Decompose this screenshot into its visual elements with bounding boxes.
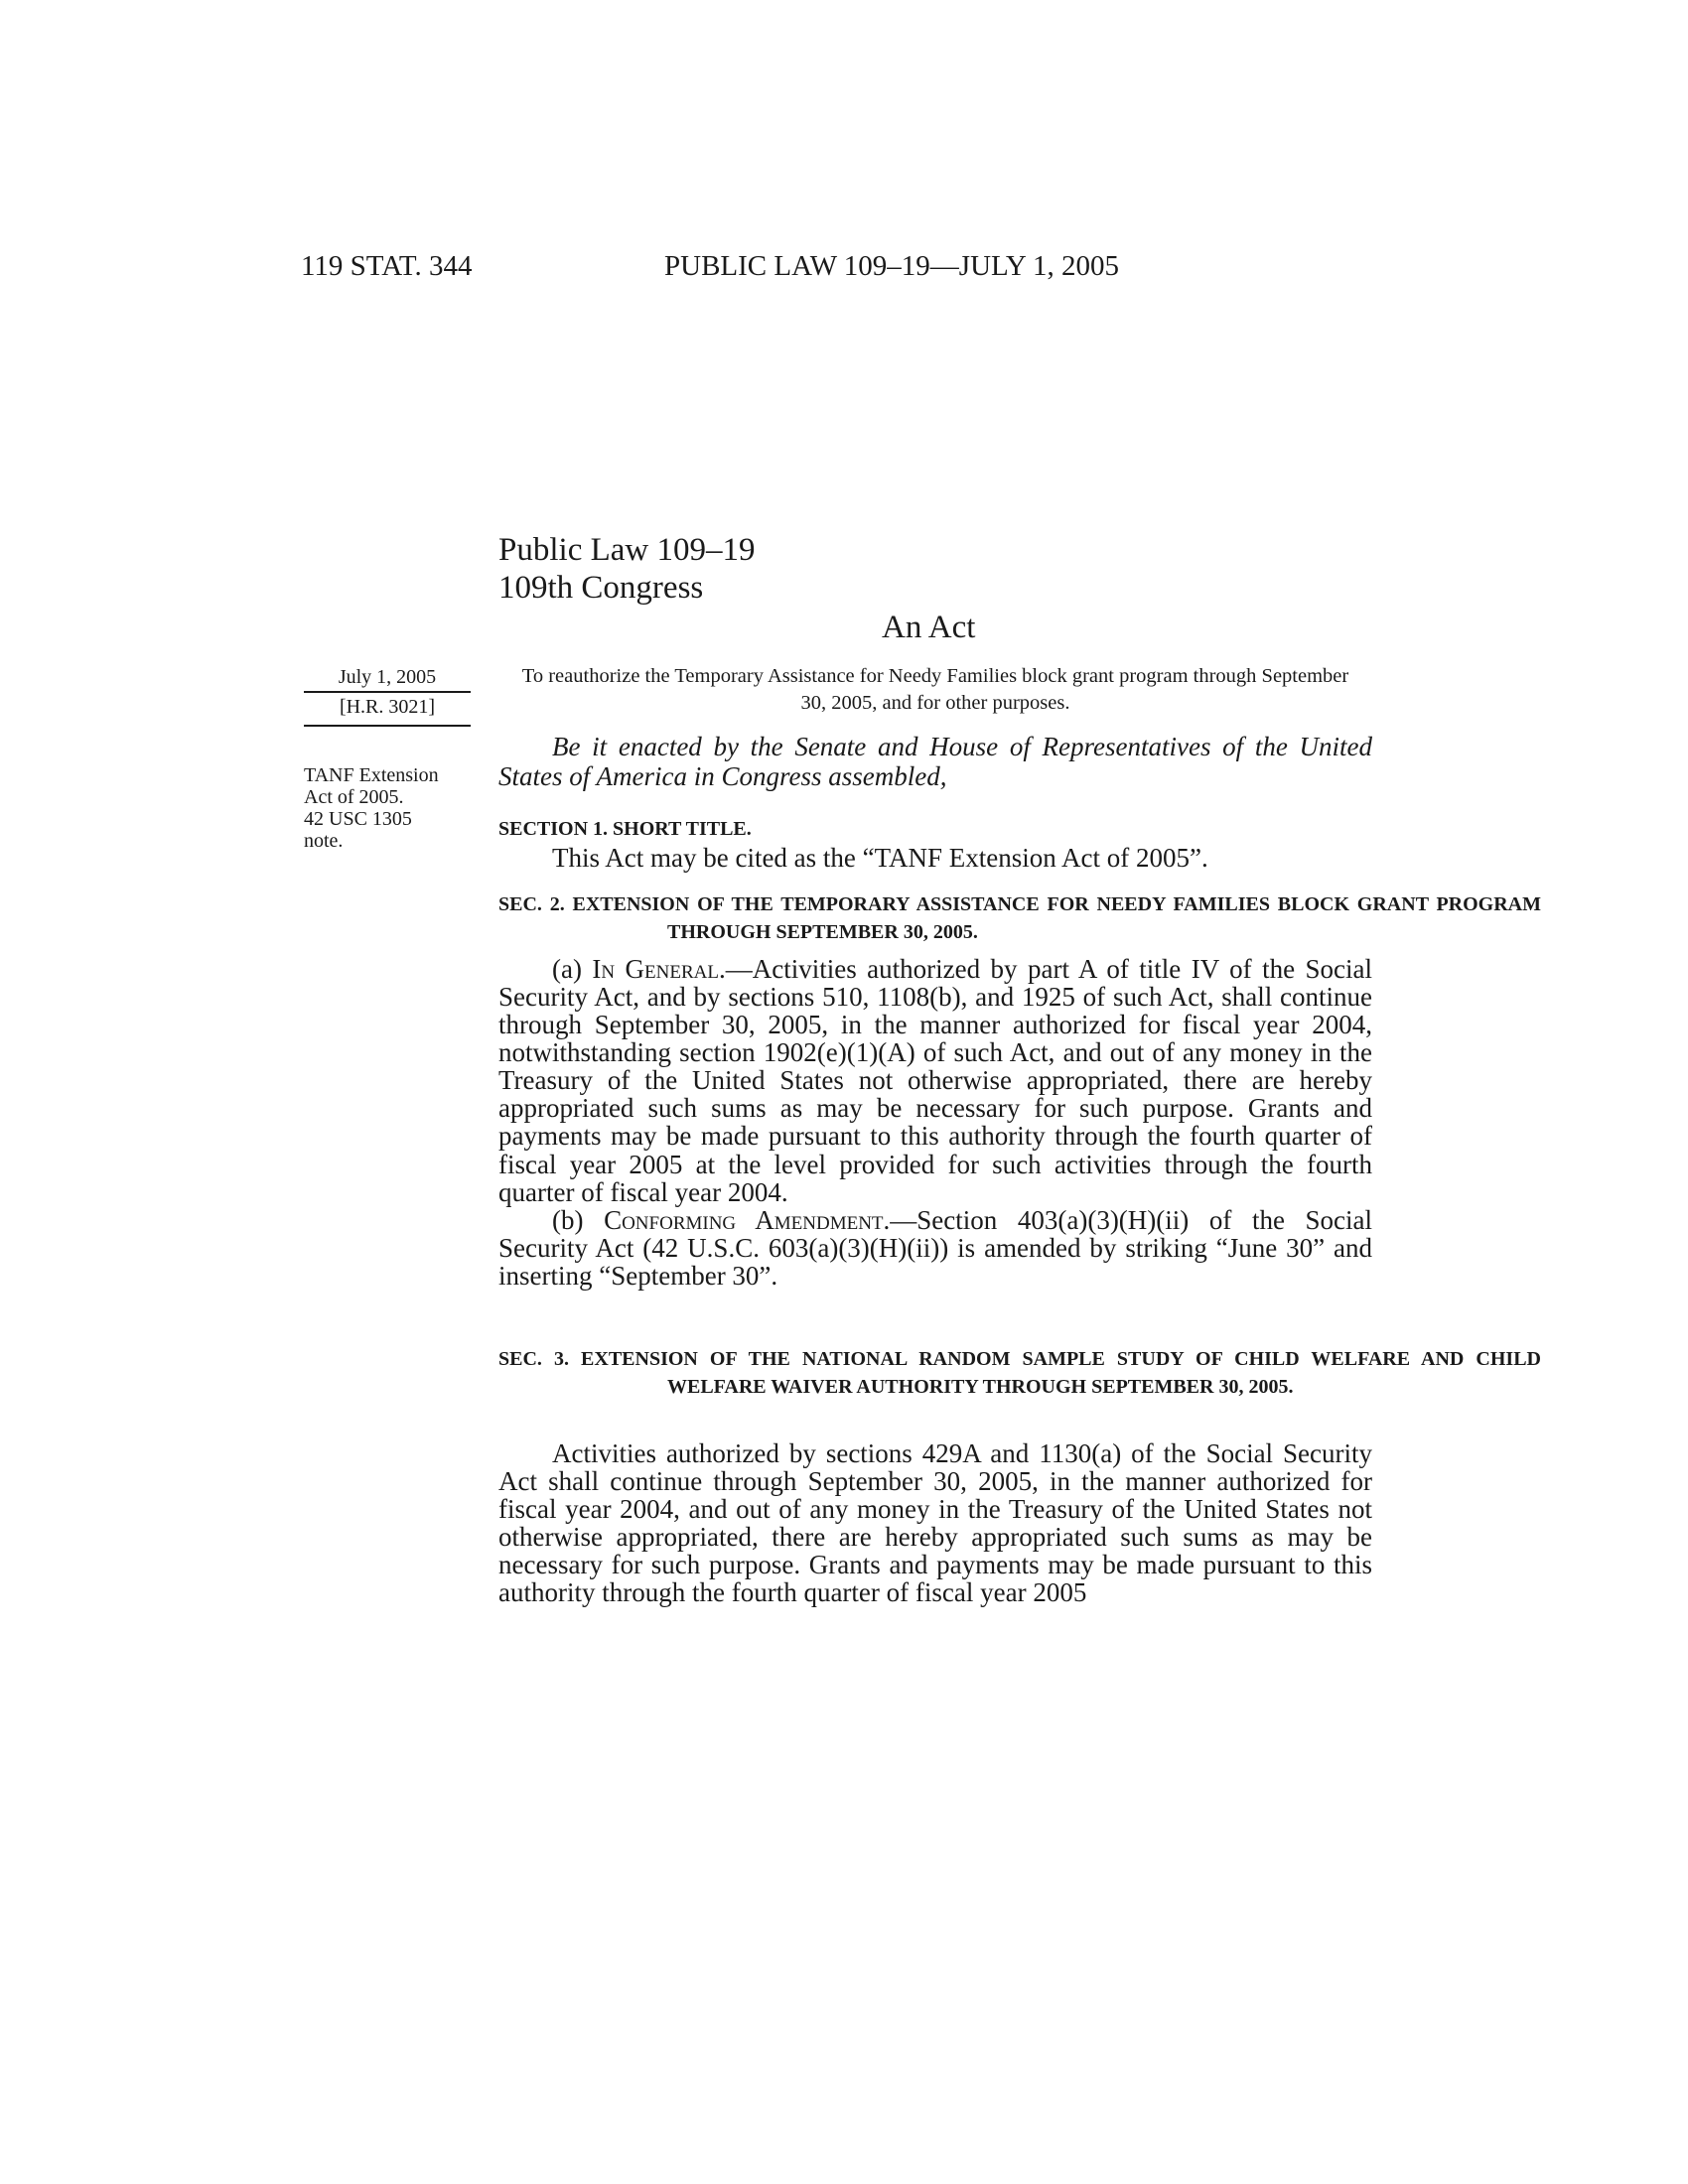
- margin-note-short-title: [304, 764, 473, 852]
- margin-note-line: TANF Extension: [304, 764, 439, 786]
- title-block: [498, 532, 755, 608]
- margin-note-line: note.: [304, 830, 344, 852]
- subsection-text: Activities authorized by part A of title IV of the Social Security Act, and by sections 510, 1108(b), and 1925 of such Act, shall continue through September 30, 2005, in the manner authorized for fiscal year 2004, notwithstanding section 1902(e)(1)(A) of such Act, and out of any money in the Treasury of the United States not otherwise appropriated, there are hereby appropriated such sums as may be necessary for such purpose. Grants and payments may be made pursuant to this authority through the fourth quarter of fiscal year 2005 at the level provided for such activities through the fourth quarter of fiscal year 2004.: [498, 954, 1372, 1207]
- law-number: Public Law 109–19: [498, 532, 756, 568]
- running-title: PUBLIC LAW 109–19—JULY 1, 2005: [664, 250, 1119, 282]
- section-1-heading: SECTION 1. SHORT TITLE.: [498, 818, 752, 840]
- margin-note-date: [304, 663, 471, 727]
- subsection-label: (a): [552, 954, 582, 984]
- bill-number: [H.R. 3021]: [304, 691, 471, 727]
- margin-note-line: Act of 2005.: [304, 786, 404, 808]
- subsection-b: (b) Conforming Amendment.—Section 403(a)(3)(H)(ii) of the Social Security Act (42 U.S.C. 603(a)(3)(H)(ii)) is amended by striking “June 30” and inserting “September 30”.: [498, 1204, 1373, 1291]
- act-label: An Act: [882, 610, 976, 645]
- congress-label: 109th Congress: [498, 569, 704, 606]
- enacting-clause: Be it enacted by the Senate and House of Representatives of the United States of America in Congress assembled,: [498, 732, 1372, 791]
- subsection-text: Section 403(a)(3)(H)(ii) of the Social Security Act (42 U.S.C. 603(a)(3)(H)(ii)) is amended by striking “June 30” and inserting “September 30”.: [498, 1204, 1373, 1291]
- section-2-heading: SEC. 2. EXTENSION OF THE TEMPORARY ASSISTANCE FOR NEEDY FAMILIES BLOCK GRANT PROGRAM THROUGH SEPTEMBER 30, 2005.: [498, 893, 1541, 943]
- subsection-caption: Conforming Amendment.: [604, 1204, 891, 1235]
- subsection-caption: In General.: [592, 954, 726, 984]
- page-reference: 119 STAT. 344: [301, 250, 473, 282]
- section-3-heading: SEC. 3. EXTENSION OF THE NATIONAL RANDOM SAMPLE STUDY OF CHILD WELFARE AND CHILD WELFARE WAIVER AUTHORITY THROUGH SEPTEMBER 30, 2005.: [498, 1348, 1541, 1398]
- subsection-label: (b): [552, 1204, 584, 1235]
- section-3-text: Activities authorized by sections 429A and 1130(a) of the Social Security Act shall continue through September 30, 2005, in the manner authorized for fiscal year 2004, and out of any money in the Treasury of the United States not otherwise appropriated, there are hereby appropriated such sums as may be necessary for such purpose. Grants and payments may be made pursuant to this authority through the fourth quarter of fiscal year 2005: [498, 1438, 1372, 1608]
- margin-note-line: 42 USC 1305: [304, 808, 412, 830]
- subsection-a: (a) In General.—Activities authorized by part A of title IV of the Social Security Act, and by sections 510, 1108(b), and 1925 of such Act, shall continue through September 30, 2005, in the manner authorized for fiscal year 2004, notwithstanding section 1902(e)(1)(A) of such Act, and out of any money in the Treasury of the United States not otherwise appropriated, there are hereby appropriated such sums as may be necessary for such purpose. Grants and payments may be made pursuant to this authority through the fourth quarter of fiscal year 2005 at the level provided for such activities through the fourth quarter of fiscal year 2004.: [498, 954, 1372, 1207]
- section-2-body: [498, 955, 1372, 1290]
- purpose-statement: To reauthorize the Temporary Assistance for Needy Families block grant program through September 30, 2005, and for other purposes.: [521, 665, 1349, 714]
- running-header: [301, 250, 1119, 283]
- enactment-date: July 1, 2005: [338, 666, 437, 688]
- section-1-text: This Act may be cited as the “TANF Extension Act of 2005”.: [552, 843, 1208, 873]
